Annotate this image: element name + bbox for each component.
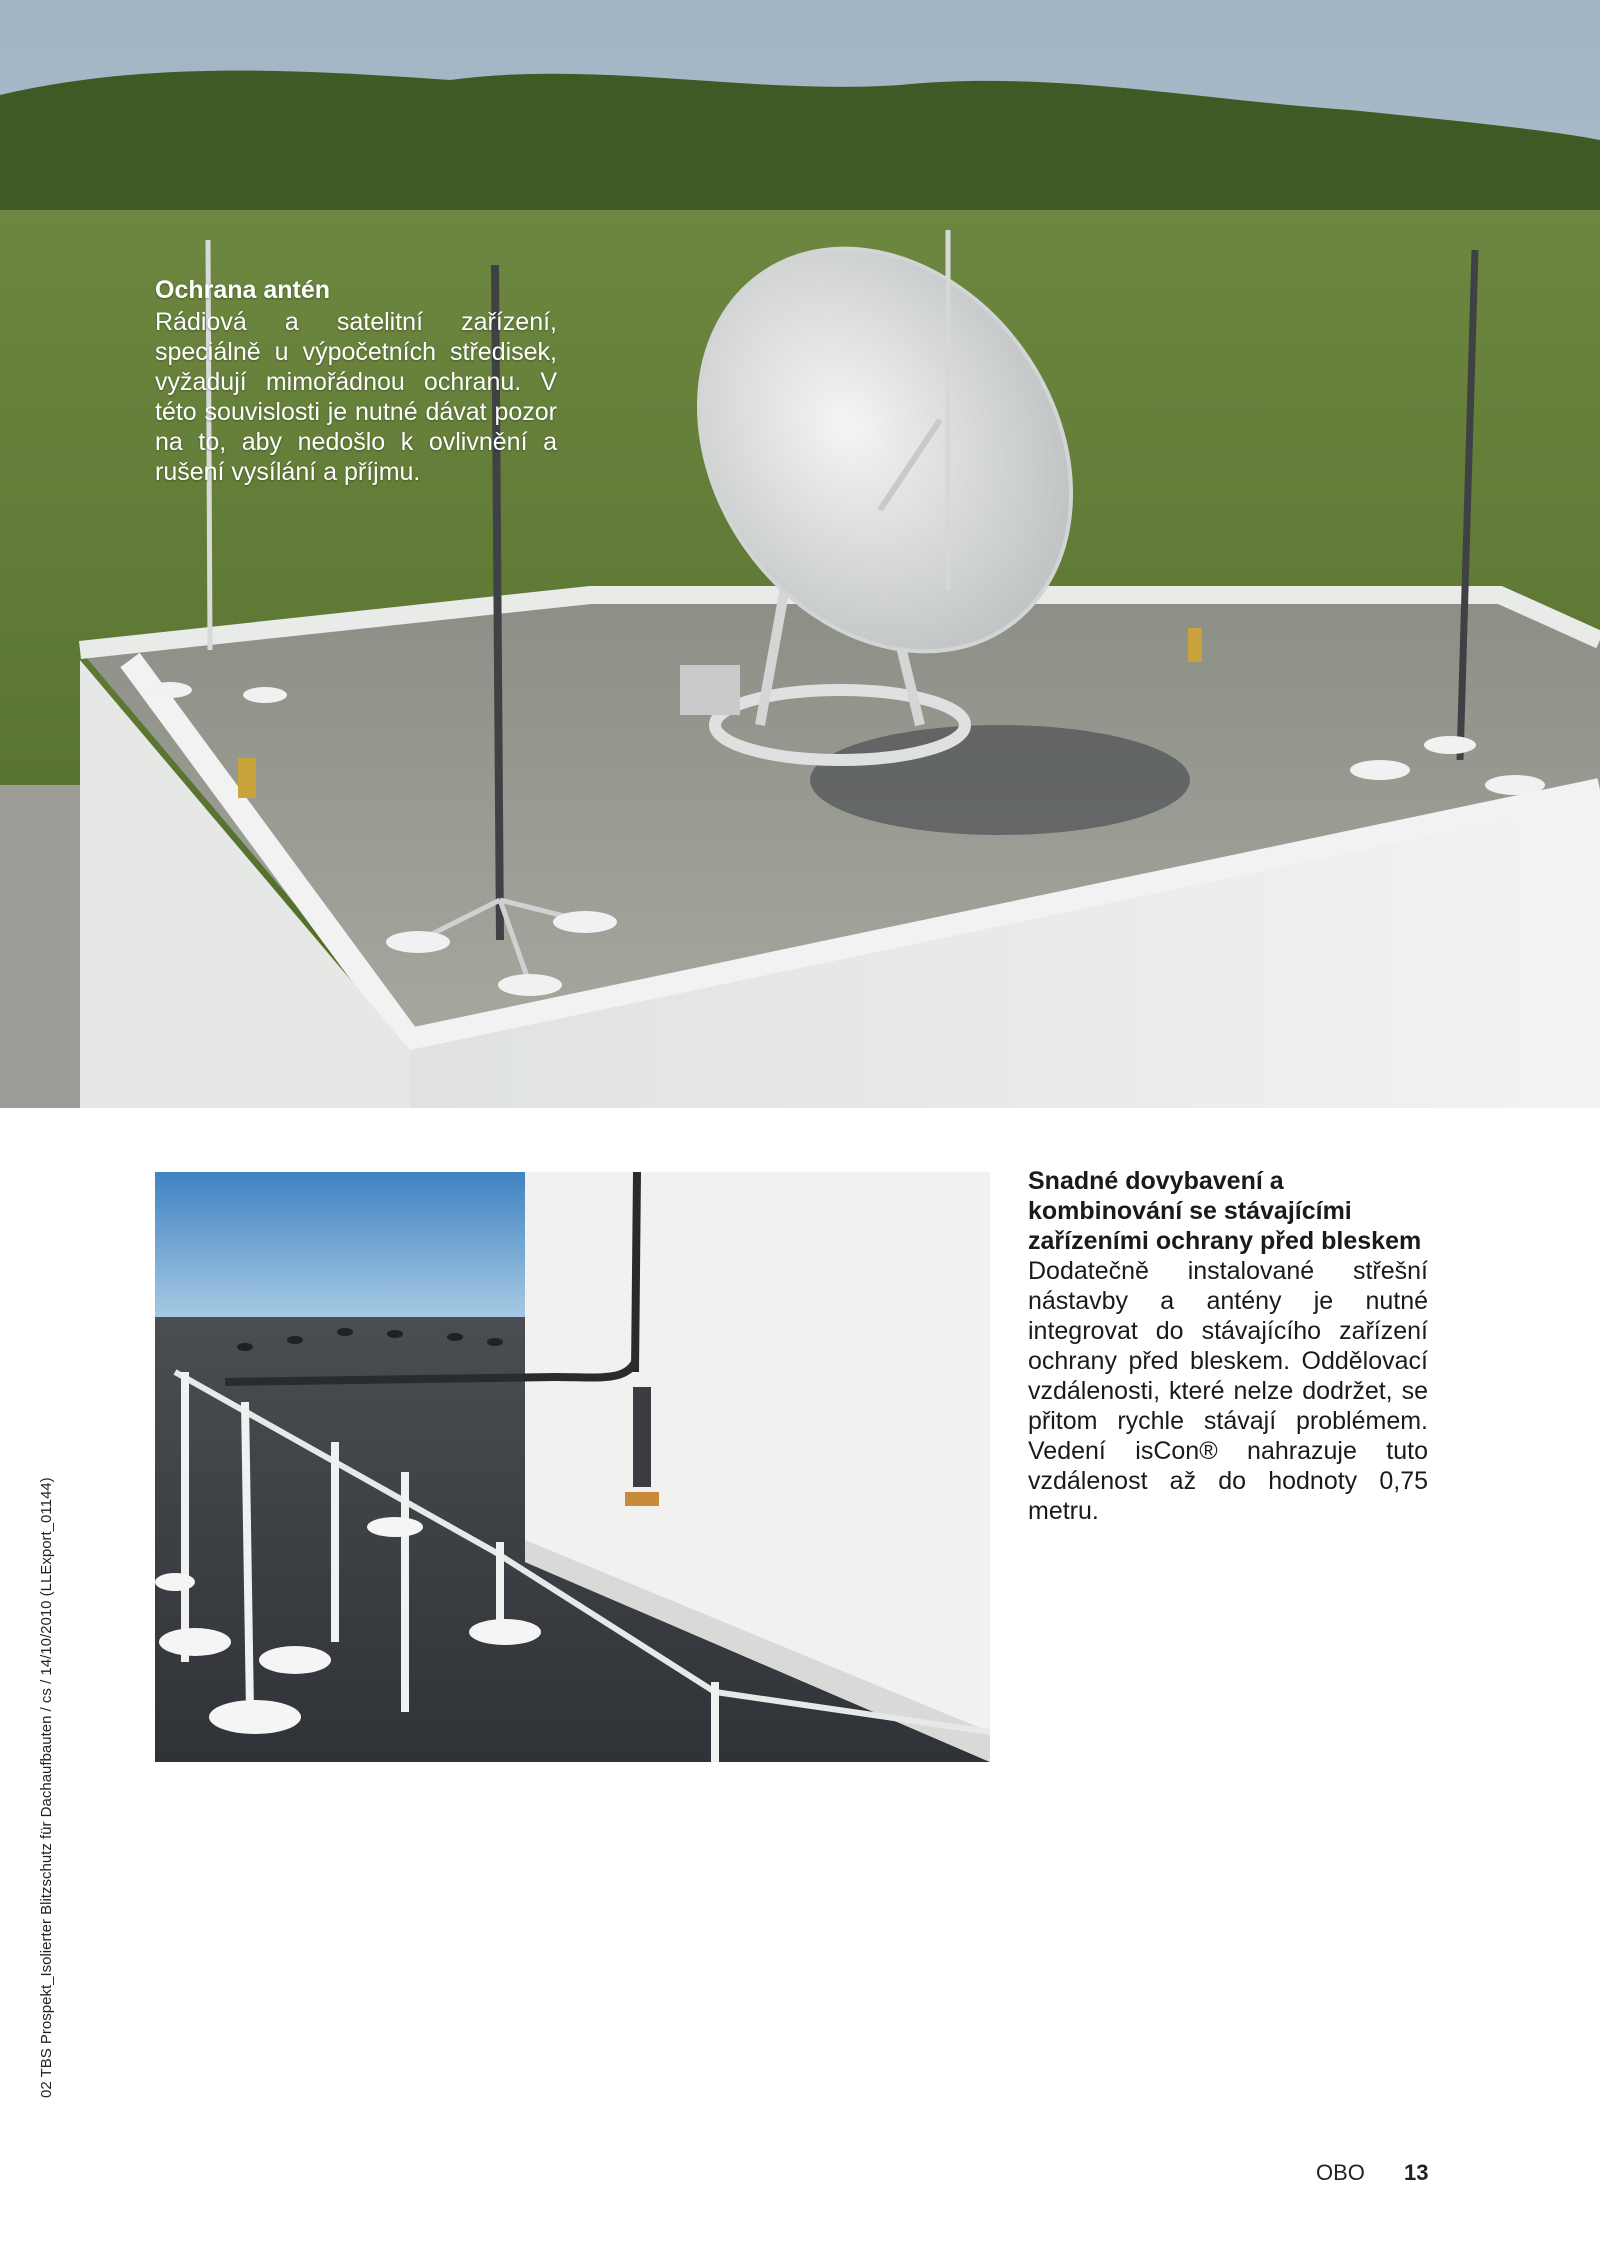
dish-shadow <box>810 725 1190 835</box>
left-roof <box>0 785 90 1108</box>
hero-text-block <box>155 275 557 487</box>
file-reference-note: 02 TBS Prospekt_Isolierter Blitzschutz für Dachaufbauten / cs / 14/10/2010 (LLExport_01144) <box>38 1477 55 2098</box>
section-paragraph: Dodatečně instalované střešní nástavby a antény je nutné integrovat do stávajícího zařízení ochrany před bleskem. Oddělovací vzdálenosti, které nelze dodržet, se přitom rychle stávají problémem. Vedení isCon® nahrazuje tuto vzdálenost až do hodnoty 0,75 metru. <box>1028 1257 1428 1525</box>
roof-detail-illustration <box>155 1172 990 1762</box>
hero-title: Ochrana antén <box>155 276 331 304</box>
section-text-block <box>1028 1166 1428 1526</box>
page-number: 13 <box>1404 2160 1429 2185</box>
hero-paragraph: Rádiová a satelitní zařízení, speciálně u výpočetních středisek, vyžadují mimořádnou ochranu. V této souvislosti je nutné dávat pozor na to, aby nedošlo k ovlivnění a rušení vysílání a příjmu. <box>155 308 557 486</box>
hero-illustration <box>0 0 1600 1108</box>
hero-photo <box>0 0 1600 1108</box>
section-title: Snadné dovybavení a kombinování se stávajícími zařízeními ochrany před bleskem <box>1028 1167 1422 1255</box>
roof-detail-photo <box>155 1172 990 1762</box>
iscon-conductor <box>635 1172 637 1372</box>
footer-brand: OBO <box>1316 2160 1365 2185</box>
